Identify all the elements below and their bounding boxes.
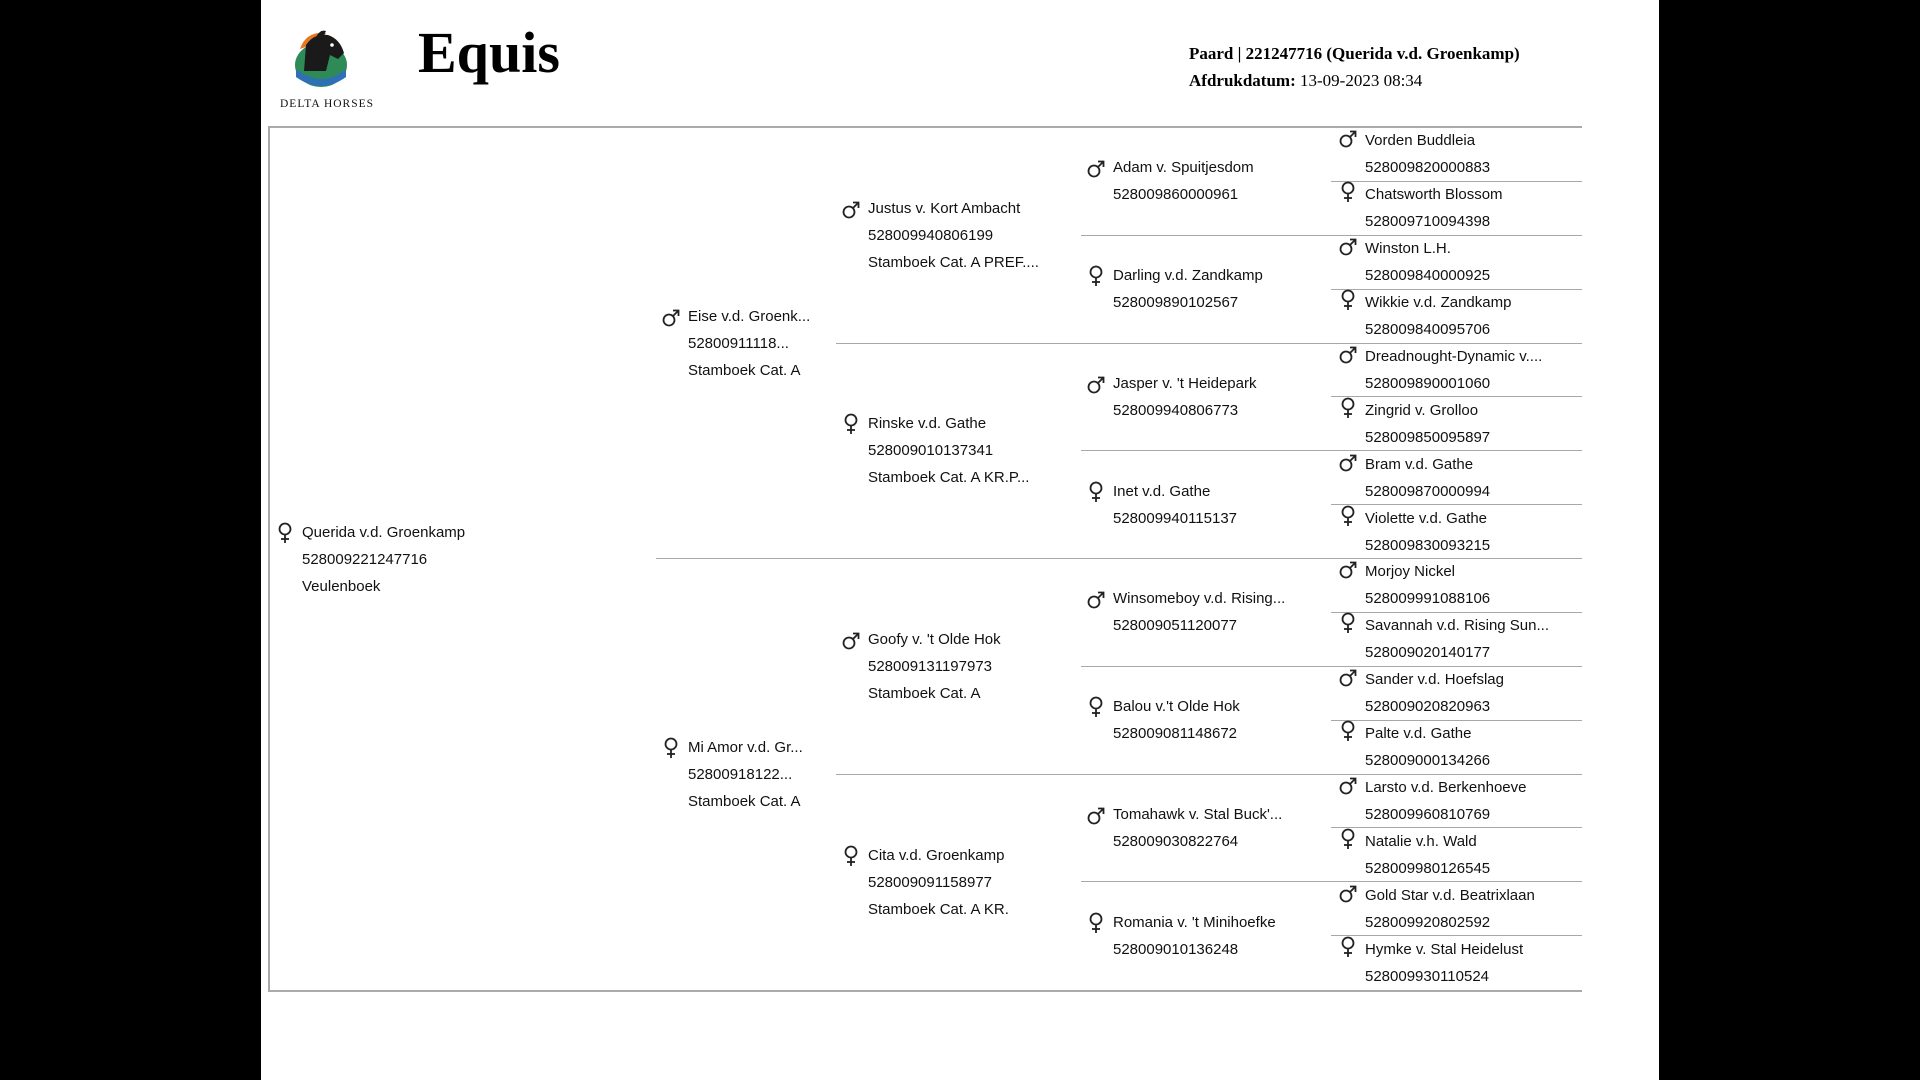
- ancestor-gen5[interactable]: [1331, 451, 1582, 505]
- female-symbol-icon: [1339, 612, 1357, 634]
- ancestor-gen5[interactable]: [1331, 936, 1582, 990]
- horse-number: 528009020140177: [1365, 644, 1491, 662]
- male-symbol-icon: [1087, 804, 1105, 826]
- horse-card: [1331, 235, 1582, 289]
- horse-card: [1331, 505, 1582, 559]
- ancestor-gen4[interactable]: [1081, 236, 1331, 344]
- horse-name: Wikkie v.d. Zandkamp: [1365, 294, 1512, 312]
- ancestor-gen5[interactable]: [1331, 182, 1582, 236]
- horse-number: 528009940806773: [1113, 401, 1239, 419]
- horse-number: 528009091158977: [868, 873, 993, 891]
- horse-name: Jasper v. 't Heidepark: [1113, 374, 1257, 392]
- male-symbol-icon: [1339, 343, 1357, 365]
- horse-card: [1081, 909, 1331, 963]
- horse-number: 528009020820963: [1365, 698, 1491, 716]
- logo-text: DELTA HORSES: [280, 98, 375, 110]
- delta-horses-logo: [278, 25, 373, 115]
- horse-name: Tomahawk v. Stal Buck'...: [1113, 805, 1283, 823]
- stud-book: Stamboek Cat. A: [688, 793, 801, 810]
- female-symbol-icon: [1087, 481, 1105, 503]
- horse-number: 528009930110524: [1365, 968, 1490, 986]
- horse-name: Winston L.H.: [1365, 240, 1451, 258]
- male-symbol-icon: [1087, 157, 1105, 179]
- female-symbol-icon: [1339, 828, 1357, 850]
- horse-number: 528009940806199: [868, 226, 994, 244]
- horse-name: Dreadnought-Dynamic v....: [1365, 347, 1543, 365]
- horse-number: 528009820000883: [1365, 159, 1491, 177]
- female-symbol-icon: [1339, 936, 1357, 958]
- horse-number: 528009010137341: [868, 442, 994, 460]
- horse-card: [1081, 370, 1331, 424]
- horse-name: Hymke v. Stal Heidelust: [1365, 941, 1524, 959]
- horse-card: [1331, 181, 1582, 235]
- male-symbol-icon: [1339, 558, 1357, 580]
- horse-card: [1331, 720, 1582, 774]
- ancestor-gen4[interactable]: [1081, 882, 1331, 990]
- horse-number: 528009221247716: [302, 550, 428, 568]
- stud-book: Stamboek Cat. A PREF....: [868, 253, 1039, 271]
- horse-card: [1331, 666, 1582, 720]
- subject-horse[interactable]: [270, 128, 656, 990]
- horse-card: [1331, 882, 1582, 936]
- horse-name: Adam v. Spuitjesdom: [1113, 159, 1254, 177]
- horse-name: Justus v. Kort Ambacht: [868, 199, 1021, 217]
- horse-number: 528009081148672: [1113, 725, 1238, 743]
- horse-name: Zingrid v. Grolloo: [1365, 401, 1479, 419]
- male-symbol-icon: [1339, 451, 1357, 473]
- ancestor-gen5[interactable]: [1331, 236, 1582, 290]
- male-symbol-icon: [1339, 235, 1357, 257]
- print-date-value: 13-09-2023 08:34: [1300, 71, 1423, 90]
- horse-card: [1331, 612, 1582, 666]
- horse-card: [1331, 936, 1582, 990]
- horse-card: [1331, 343, 1582, 397]
- horse-name: Rinske v.d. Gathe: [868, 415, 987, 433]
- ancestor-gen2[interactable]: [656, 559, 836, 990]
- female-symbol-icon: [1339, 289, 1357, 311]
- male-symbol-icon: [842, 629, 860, 651]
- horse-number: 528009850095897: [1365, 428, 1491, 446]
- ancestor-gen4[interactable]: [1081, 559, 1331, 667]
- horse-name: Savannah v.d. Rising Sun...: [1365, 617, 1549, 635]
- female-symbol-icon: [1339, 397, 1357, 419]
- male-symbol-icon: [1339, 127, 1357, 149]
- ancestor-gen3[interactable]: [836, 559, 1081, 775]
- horse-card: [1331, 774, 1582, 828]
- ancestor-gen3[interactable]: [836, 775, 1081, 991]
- horse-number: 528009840095706: [1365, 321, 1491, 339]
- horse-name: Winsomeboy v.d. Rising...: [1113, 590, 1286, 608]
- horse-name: Eise v.d. Groenk...: [688, 307, 811, 325]
- horse-card: [836, 410, 1081, 491]
- horse-number: 528009960810769: [1365, 805, 1491, 823]
- female-symbol-icon: [1087, 912, 1105, 934]
- ancestor-gen5[interactable]: [1331, 290, 1582, 344]
- horse-name: Gold Star v.d. Beatrixlaan: [1365, 886, 1535, 904]
- horse-number: 528009710094398: [1365, 213, 1491, 231]
- horse-card: [836, 842, 1081, 923]
- horse-card: [1081, 693, 1331, 747]
- horse-number: 528009860000961: [1113, 186, 1239, 204]
- male-symbol-icon: [1339, 882, 1357, 904]
- horse-card: [1331, 558, 1582, 612]
- horse-number: 528009890102567: [1113, 294, 1239, 312]
- female-symbol-icon: [1339, 720, 1357, 742]
- horse-name: Vorden Buddleia: [1365, 132, 1476, 150]
- horse-name: Romania v. 't Minihoefke: [1113, 914, 1276, 932]
- stud-book: Stamboek Cat. A: [688, 361, 801, 379]
- horse-card: [1331, 289, 1582, 343]
- horse-name: Darling v.d. Zandkamp: [1113, 267, 1263, 285]
- ancestor-gen5[interactable]: [1331, 613, 1582, 667]
- horse-name: Violette v.d. Gathe: [1365, 509, 1488, 527]
- female-symbol-icon: [1087, 265, 1105, 287]
- male-symbol-icon: [842, 198, 860, 220]
- horse-number: 528009980126545: [1365, 859, 1491, 877]
- horse-number: 528009131197973: [868, 657, 993, 675]
- ancestor-gen4[interactable]: [1081, 344, 1331, 452]
- ancestor-gen3[interactable]: [836, 344, 1081, 560]
- horse-number: 52800918122...: [688, 766, 793, 783]
- ancestor-gen5[interactable]: [1331, 128, 1582, 182]
- horse-card: [1081, 478, 1331, 532]
- horse-name: Bram v.d. Gathe: [1365, 455, 1474, 473]
- horse-name: Cita v.d. Groenkamp: [868, 846, 1005, 864]
- horse-number: 52800911118...: [688, 334, 789, 352]
- female-symbol-icon: [662, 737, 680, 759]
- ancestor-gen5[interactable]: [1331, 505, 1582, 559]
- horse-number: 528009890001060: [1365, 374, 1491, 392]
- male-symbol-icon: [1339, 666, 1357, 688]
- ancestor-gen2[interactable]: [656, 128, 836, 559]
- horse-card: [656, 734, 836, 815]
- ancestor-gen4[interactable]: [1081, 667, 1331, 775]
- horse-card: [270, 519, 656, 600]
- horse-number: 528009030822764: [1113, 832, 1239, 850]
- pedigree-sheet: [261, 0, 1659, 1080]
- ancestor-gen4[interactable]: [1081, 775, 1331, 883]
- horse-name: Balou v.'t Olde Hok: [1113, 698, 1240, 716]
- ancestor-gen5[interactable]: [1331, 559, 1582, 613]
- horse-card: [1331, 451, 1582, 505]
- horse-card: [1081, 801, 1331, 855]
- pedigree-tree: [268, 126, 1582, 992]
- horse-number: 528009010136248: [1113, 941, 1239, 959]
- male-symbol-icon: [1087, 588, 1105, 610]
- horse-card: [836, 626, 1081, 707]
- ancestor-gen5[interactable]: [1331, 721, 1582, 775]
- stud-book: Stamboek Cat. A KR.P...: [868, 469, 1030, 487]
- horse-name: Natalie v.h. Wald: [1365, 832, 1477, 850]
- horse-number: 528009000134266: [1365, 752, 1491, 770]
- print-header: [1189, 40, 1520, 94]
- ancestor-gen3[interactable]: [836, 128, 1081, 344]
- horse-number: 528009940115137: [1113, 509, 1238, 527]
- male-symbol-icon: [1339, 774, 1357, 796]
- ancestor-gen5[interactable]: [1331, 667, 1582, 721]
- horse-card: [1331, 127, 1582, 181]
- stud-book: Veulenboek: [302, 577, 381, 595]
- stud-book: Stamboek Cat. A KR.: [868, 900, 1009, 918]
- ancestor-gen4[interactable]: [1081, 451, 1331, 559]
- horse-number: 528009920802592: [1365, 913, 1491, 931]
- horse-head-logo-icon: [286, 25, 356, 89]
- horse-name: Querida v.d. Groenkamp: [302, 523, 466, 541]
- horse-reference: Paard | 221247716 (Querida v.d. Groenkamp): [1189, 44, 1520, 63]
- app-title: Equis: [418, 20, 560, 85]
- horse-card: [656, 303, 836, 384]
- horse-name: Goofy v. 't Olde Hok: [868, 630, 1001, 648]
- ancestor-gen4[interactable]: [1081, 128, 1331, 236]
- horse-name: Larsto v.d. Berkenhoeve: [1365, 778, 1527, 796]
- ancestor-gen5[interactable]: [1331, 828, 1582, 882]
- print-date-label: Afdrukdatum:: [1189, 71, 1296, 90]
- horse-number: 528009840000925: [1365, 267, 1491, 285]
- ancestor-gen5[interactable]: [1331, 775, 1582, 829]
- female-symbol-icon: [276, 522, 294, 544]
- male-symbol-icon: [662, 306, 680, 328]
- male-symbol-icon: [1087, 373, 1105, 395]
- horse-card: [1331, 828, 1582, 882]
- female-symbol-icon: [842, 413, 860, 435]
- horse-number: 528009991088106: [1365, 590, 1491, 608]
- female-symbol-icon: [1339, 505, 1357, 527]
- stud-book: Stamboek Cat. A: [868, 684, 981, 702]
- horse-name: Sander v.d. Hoefslag: [1365, 671, 1504, 689]
- horse-number: 528009051120077: [1113, 617, 1238, 635]
- horse-name: Mi Amor v.d. Gr...: [688, 739, 803, 756]
- ancestor-gen5[interactable]: [1331, 397, 1582, 451]
- horse-number: 528009830093215: [1365, 536, 1491, 554]
- ancestor-gen5[interactable]: [1331, 882, 1582, 936]
- horse-card: [1081, 154, 1331, 208]
- horse-name: Chatsworth Blossom: [1365, 186, 1503, 204]
- female-symbol-icon: [1087, 696, 1105, 718]
- horse-number: 528009870000994: [1365, 482, 1491, 500]
- horse-name: Morjoy Nickel: [1365, 563, 1456, 581]
- horse-card: [836, 195, 1081, 276]
- horse-name: Inet v.d. Gathe: [1113, 482, 1211, 500]
- female-symbol-icon: [1339, 181, 1357, 203]
- horse-card: [1331, 397, 1582, 451]
- female-symbol-icon: [842, 845, 860, 867]
- ancestor-gen5[interactable]: [1331, 344, 1582, 398]
- horse-name: Palte v.d. Gathe: [1365, 725, 1472, 743]
- horse-card: [1081, 585, 1331, 639]
- horse-card: [1081, 262, 1331, 316]
